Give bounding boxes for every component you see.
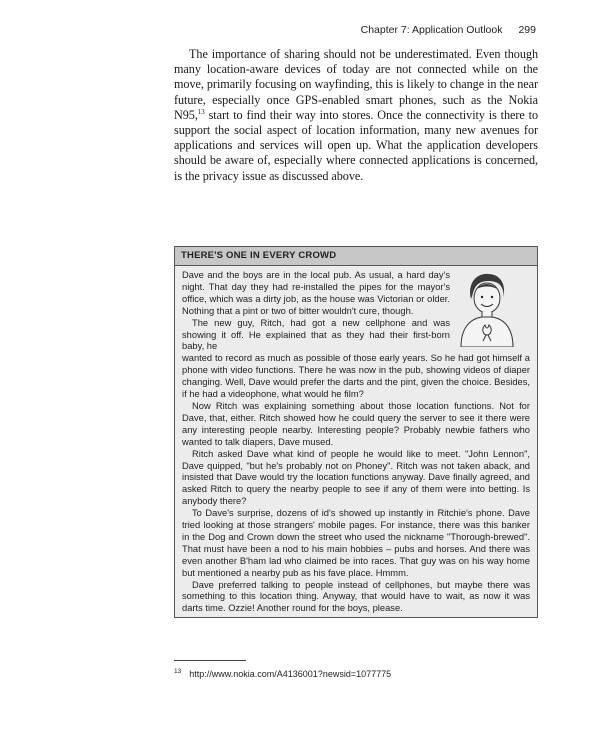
sidebar-paragraph: To Dave's surprise, dozens of id's showed up instantly in Ritchie's phone. Dave tried looking at those strangers' mobile pages. For instance, there was this banker in the Dog and Crown down the street who used the nickname "Thorough-brewed". That must have been a nod to his main hobbies – pubs and horses. And there was even another B'ham lad who claimed be into races. That guy was on his way home but mentioned a nearby pub as his fave place. Hmmm.	[182, 508, 530, 578]
sidebar-paragraph: The new guy, Ritch, had got a new cellphone and was showing it off. He explained that as they had their first-born baby, he	[182, 317, 450, 352]
sidebar-paragraph: wanted to record as much as possible of those early years. So he had got himself a phone with video functions. There he was now in the pub, showing videos of diaper changing. Well, Dave would prefer the darts and the pint, given the choice. Besides, if he had a videophone, what would he film?	[182, 353, 530, 400]
chapter-title: Chapter 7: Application Outlook	[360, 24, 503, 36]
sidebar-title: THERE'S ONE IN EVERY CROWD	[175, 247, 537, 266]
sidebar-paragraph: Dave preferred talking to people instead of cellphones, but maybe there was something to this location thing. Anyway, that would have to wait, as now it was darts time. Ozzie! Another round for the boys, please.	[182, 579, 530, 614]
page-number: 299	[518, 24, 536, 36]
body-text-before: The importance of sharing should not be underestimated. Even though many location-aware devices of today are not connected while on the move, primarily focusing on wayfinding, this is likely to change in the near future, especially once GPS-enabled smart phones, such as the Nokia N95,	[174, 47, 538, 122]
sidebar-paragraph: Dave and the boys are in the local pub. As usual, a hard day's night. That day they had re-installed the pipes for the mayor's office, which was a dirty job, as the house was Victorian or older. Nothing that a pint or two of bitter wouldn't cure, though.	[182, 270, 450, 316]
sidebar-paragraph: Ritch asked Dave what kind of people he would like to meet. "John Lennon", Dave quipped, "but he's probably not on Phoney". Ritch was not taken aback, and insisted that Dave would try the location functions anyway. Dave finally agreed, and asked Ritch to query the nearby people to see if any of them were into betting. Is anybody there?	[182, 448, 530, 507]
footnote-reference[interactable]: 13	[197, 107, 205, 116]
body-text-after: start to find their way into stores. Once the connectivity is there to support the social aspect of location information, many new avenues for applications and services will open up. What the application developers should be aware of, especially where connected applications is concerned, is the privacy issue as discussed above.	[174, 107, 538, 183]
sidebar-content	[182, 270, 530, 615]
body-paragraph	[174, 47, 538, 184]
footnote-link[interactable]: http://www.nokia.com/A4136001?newsid=1077775	[189, 669, 392, 679]
footnote	[174, 668, 391, 679]
running-header	[361, 24, 536, 36]
footnote-marker: 13	[174, 668, 182, 675]
footnote-divider	[174, 660, 246, 661]
sidebar-box	[174, 246, 538, 618]
sidebar-paragraph: Now Ritch was explaining something about those location functions. Not for Dave, that, either. Ritch showed how he could query the server to see it there were any interesting people nearby. Interesting people? Probably newbie fathers who wanted to talk diapers, Dave mused.	[182, 400, 530, 447]
